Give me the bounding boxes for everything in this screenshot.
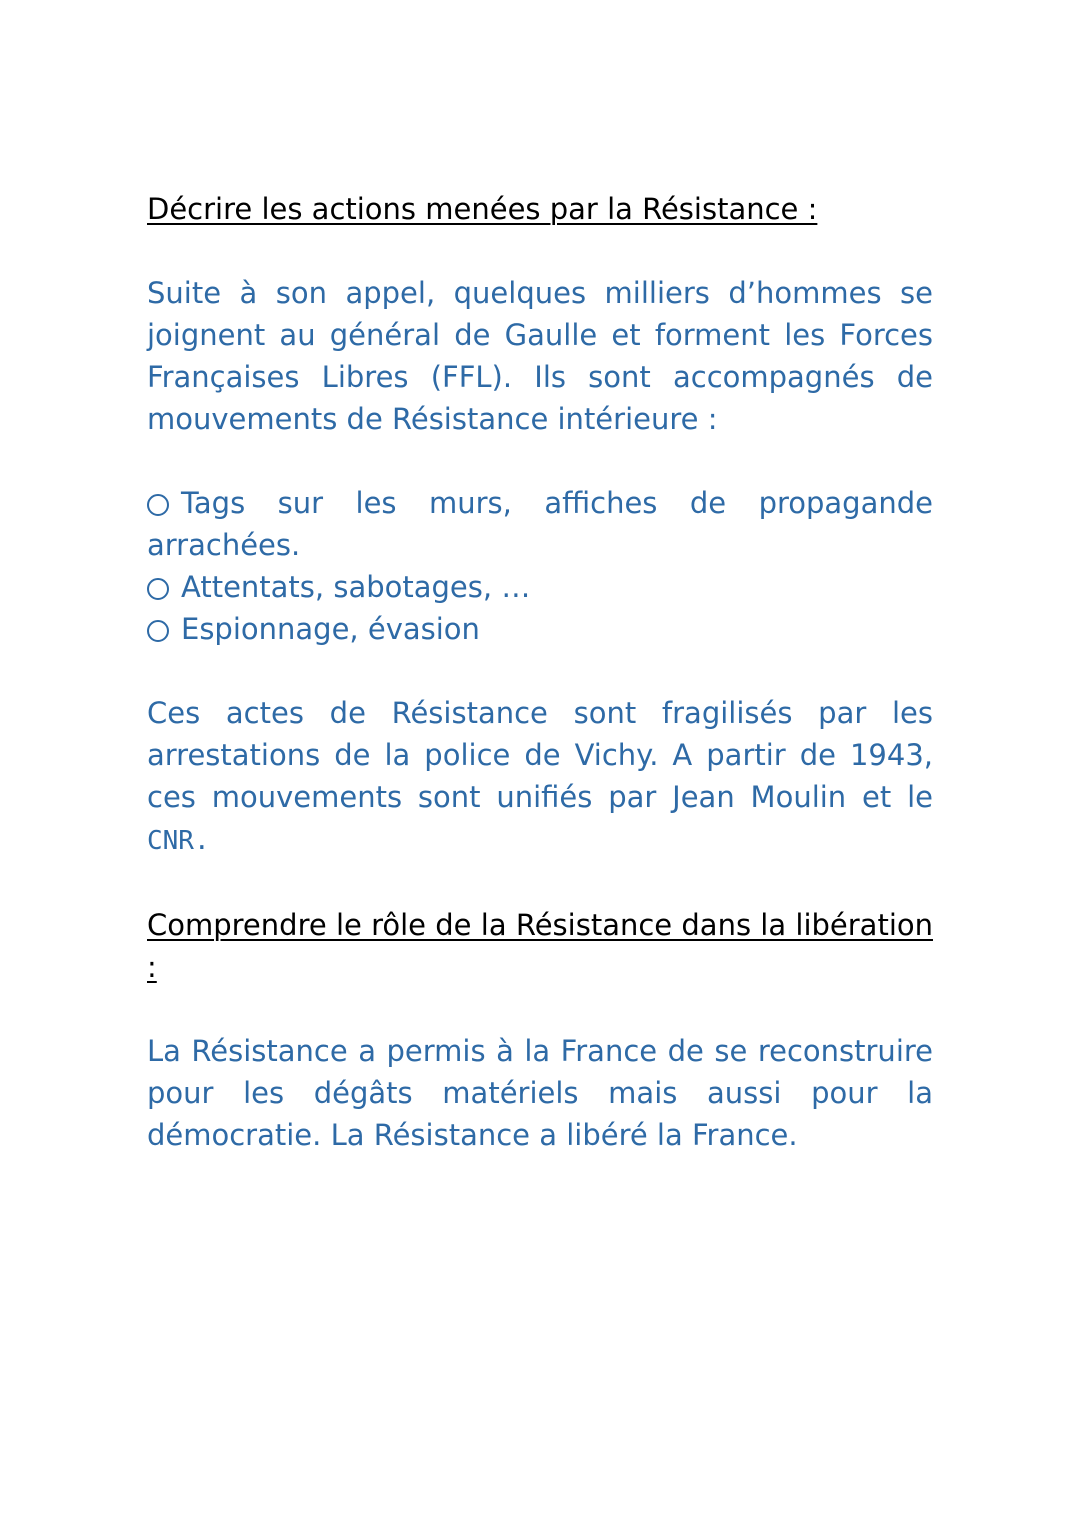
circle-bullet-icon: [147, 494, 169, 516]
section-heading-actions: Décrire les actions menées par la Résistance :: [147, 192, 818, 226]
cnr-abbreviation: CNR.: [147, 826, 210, 856]
list-item: Attentats, sabotages, …: [147, 566, 933, 608]
list-item: Espionnage, évasion: [147, 608, 933, 650]
document-page: [147, 188, 933, 1156]
section-heading-role: Comprendre le rôle de la Résistance dans la libération :: [147, 908, 933, 984]
circle-bullet-icon: [147, 578, 169, 600]
list-item: Tags sur les murs, affiches de propagande arrachées.: [147, 486, 933, 562]
circle-bullet-icon: [147, 620, 169, 642]
role-paragraph: La Résistance a permis à la France de se reconstruire pour les dégâts matériels mais aussi pour la démocratie. La Résistance a libéré la France.: [147, 1034, 933, 1152]
conclusion-paragraph: Ces actes de Résistance sont fragilisés par les arrestations de la police de Vichy. A partir de 1943, ces mouvements sont unifiés par Jean Moulin et le CNR.: [147, 696, 933, 856]
intro-paragraph: Suite à son appel, quelques milliers d’hommes se joignent au général de Gaulle et forment les Forces Françaises Libres (FFL). Ils sont accompagnés de mouvements de Résistance intérieure :: [147, 276, 933, 436]
actions-list: [147, 482, 933, 650]
